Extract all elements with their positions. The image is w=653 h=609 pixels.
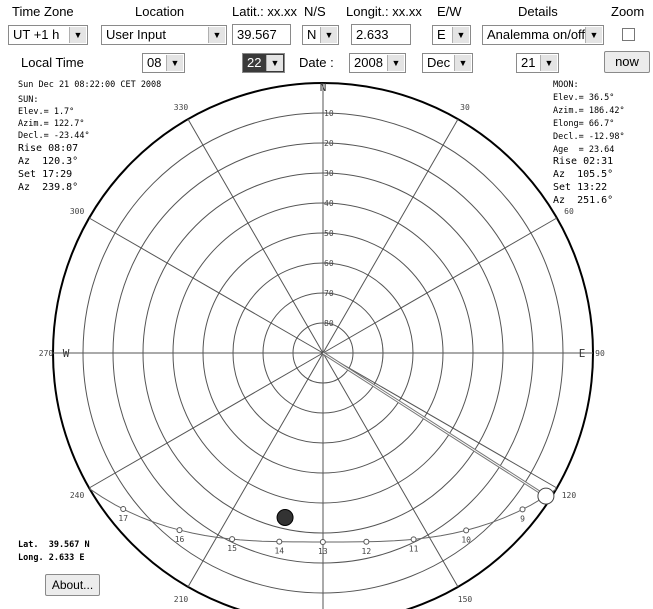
azimuth-label: 90 bbox=[595, 349, 605, 358]
azimuth-label: 330 bbox=[173, 103, 189, 113]
timezone-header: Time Zone bbox=[12, 4, 74, 19]
azimuth-label: 60 bbox=[564, 207, 574, 216]
sun-rise-azimuth: Az 120.3° bbox=[18, 156, 79, 167]
elevation-label: 10 bbox=[324, 109, 334, 118]
moon-azimuth: Azim.= 186.42° bbox=[553, 106, 625, 116]
chevron-down-icon: ▼ bbox=[266, 55, 283, 71]
moon-set: Set 13:22 bbox=[553, 182, 608, 193]
minute-value: 22 bbox=[247, 55, 262, 70]
moon-age: Age = 23.64 bbox=[553, 145, 615, 155]
elevation-label: 30 bbox=[324, 169, 334, 178]
hour-label: 11 bbox=[408, 544, 419, 554]
east-label: E bbox=[578, 347, 586, 360]
moon-declination: Decl.= -12.98° bbox=[553, 132, 625, 142]
ew-value: E bbox=[437, 27, 446, 42]
sun-elevation: Elev.= 1.7° bbox=[18, 107, 75, 117]
sun-direction-line-inner bbox=[323, 353, 546, 496]
azimuth-label: 240 bbox=[69, 491, 85, 500]
day-value: 21 bbox=[521, 55, 536, 70]
latitude-input[interactable]: 39.567 bbox=[232, 24, 291, 45]
now-button[interactable]: now bbox=[604, 51, 650, 73]
hour-marker bbox=[520, 507, 525, 512]
chevron-down-icon: ▼ bbox=[387, 55, 404, 71]
chevron-down-icon: ▼ bbox=[454, 55, 471, 71]
about-button[interactable]: About... bbox=[45, 574, 100, 596]
azimuth-label: 270 bbox=[38, 349, 54, 358]
elevation-label: 50 bbox=[324, 229, 334, 238]
azimuth-label: 210 bbox=[173, 594, 189, 604]
hour-label: 10 bbox=[461, 535, 471, 545]
hour-label: 13 bbox=[318, 546, 328, 556]
sun-set-azimuth: Az 239.8° bbox=[18, 182, 79, 193]
hour-value: 08 bbox=[147, 55, 162, 70]
sun-declination: Decl.= -23.44° bbox=[18, 131, 90, 141]
hour-marker bbox=[411, 537, 416, 542]
year-value: 2008 bbox=[354, 55, 383, 70]
ns-header: N/S bbox=[304, 4, 326, 19]
hour-label: 17 bbox=[118, 514, 129, 524]
azimuth-label: 120 bbox=[561, 491, 577, 500]
timezone-value: UT +1 h bbox=[13, 27, 60, 42]
hour-label: 9 bbox=[520, 514, 525, 524]
hour-marker bbox=[177, 528, 182, 533]
elevation-label: 60 bbox=[324, 259, 334, 268]
hour-marker bbox=[320, 539, 325, 544]
elevation-label: 20 bbox=[324, 139, 334, 148]
ew-header: E/W bbox=[437, 4, 462, 19]
hour-label: 15 bbox=[227, 544, 237, 554]
azimuth-label: 150 bbox=[457, 594, 473, 604]
details-value: Analemma on/off bbox=[487, 27, 586, 42]
latitude-readout: Lat. 39.567 N bbox=[18, 540, 90, 550]
date-label: Date : bbox=[299, 55, 334, 70]
hour-marker bbox=[121, 507, 126, 512]
chevron-down-icon: ▼ bbox=[452, 27, 469, 43]
hour-marker bbox=[464, 528, 469, 533]
chevron-down-icon: ▼ bbox=[585, 27, 602, 43]
hour-marker bbox=[364, 539, 369, 544]
azimuth-label: 300 bbox=[69, 207, 85, 216]
moon-rise: Rise 02:31 bbox=[553, 156, 614, 167]
sun-set: Set 17:29 bbox=[18, 169, 73, 180]
longitude-header: Longit.: xx.xx bbox=[346, 4, 422, 19]
ns-value: N bbox=[307, 27, 317, 42]
elevation-label: 40 bbox=[324, 199, 334, 208]
hour-label: 16 bbox=[174, 535, 185, 545]
north-label: N bbox=[319, 81, 327, 94]
location-value: User Input bbox=[106, 27, 166, 42]
hour-marker bbox=[230, 537, 235, 542]
elevation-label: 70 bbox=[324, 289, 334, 298]
hour-label: 12 bbox=[361, 546, 372, 556]
chevron-down-icon: ▼ bbox=[208, 27, 225, 43]
datetime-text: Sun Dec 21 08:22:00 CET 2008 bbox=[18, 80, 162, 90]
hour-label: 14 bbox=[274, 546, 285, 556]
local-time-label: Local Time bbox=[21, 55, 84, 70]
month-value: Dec bbox=[427, 55, 451, 70]
sun-marker bbox=[538, 488, 554, 504]
moon-set-azimuth: Az 251.6° bbox=[553, 195, 614, 206]
details-header: Details bbox=[518, 4, 558, 19]
chevron-down-icon: ▼ bbox=[540, 55, 557, 71]
zoom-header: Zoom bbox=[611, 4, 645, 19]
hour-marker bbox=[277, 539, 282, 544]
chevron-down-icon: ▼ bbox=[69, 27, 86, 43]
west-label: W bbox=[62, 347, 70, 360]
sun-title: SUN: bbox=[18, 95, 39, 105]
longitude-input[interactable]: 2.633 bbox=[351, 24, 411, 45]
longitude-readout: Long. 2.633 E bbox=[18, 553, 85, 563]
location-header: Location bbox=[135, 4, 185, 19]
sun-azimuth: Azim.= 122.7° bbox=[18, 119, 85, 129]
elevation-label: 80 bbox=[324, 319, 334, 328]
moon-elongation: Elong= 66.7° bbox=[553, 119, 615, 129]
moon-rise-azimuth: Az 105.5° bbox=[553, 169, 614, 180]
sun-rise: Rise 08:07 bbox=[18, 143, 79, 154]
moon-marker bbox=[277, 509, 293, 525]
chevron-down-icon: ▼ bbox=[320, 27, 337, 43]
moon-title: MOON: bbox=[553, 80, 579, 90]
chevron-down-icon: ▼ bbox=[166, 55, 183, 71]
latitude-header: Latit.: xx.xx bbox=[232, 4, 298, 19]
azimuth-label: 30 bbox=[460, 103, 470, 113]
moon-elevation: Elev.= 36.5° bbox=[553, 93, 615, 103]
